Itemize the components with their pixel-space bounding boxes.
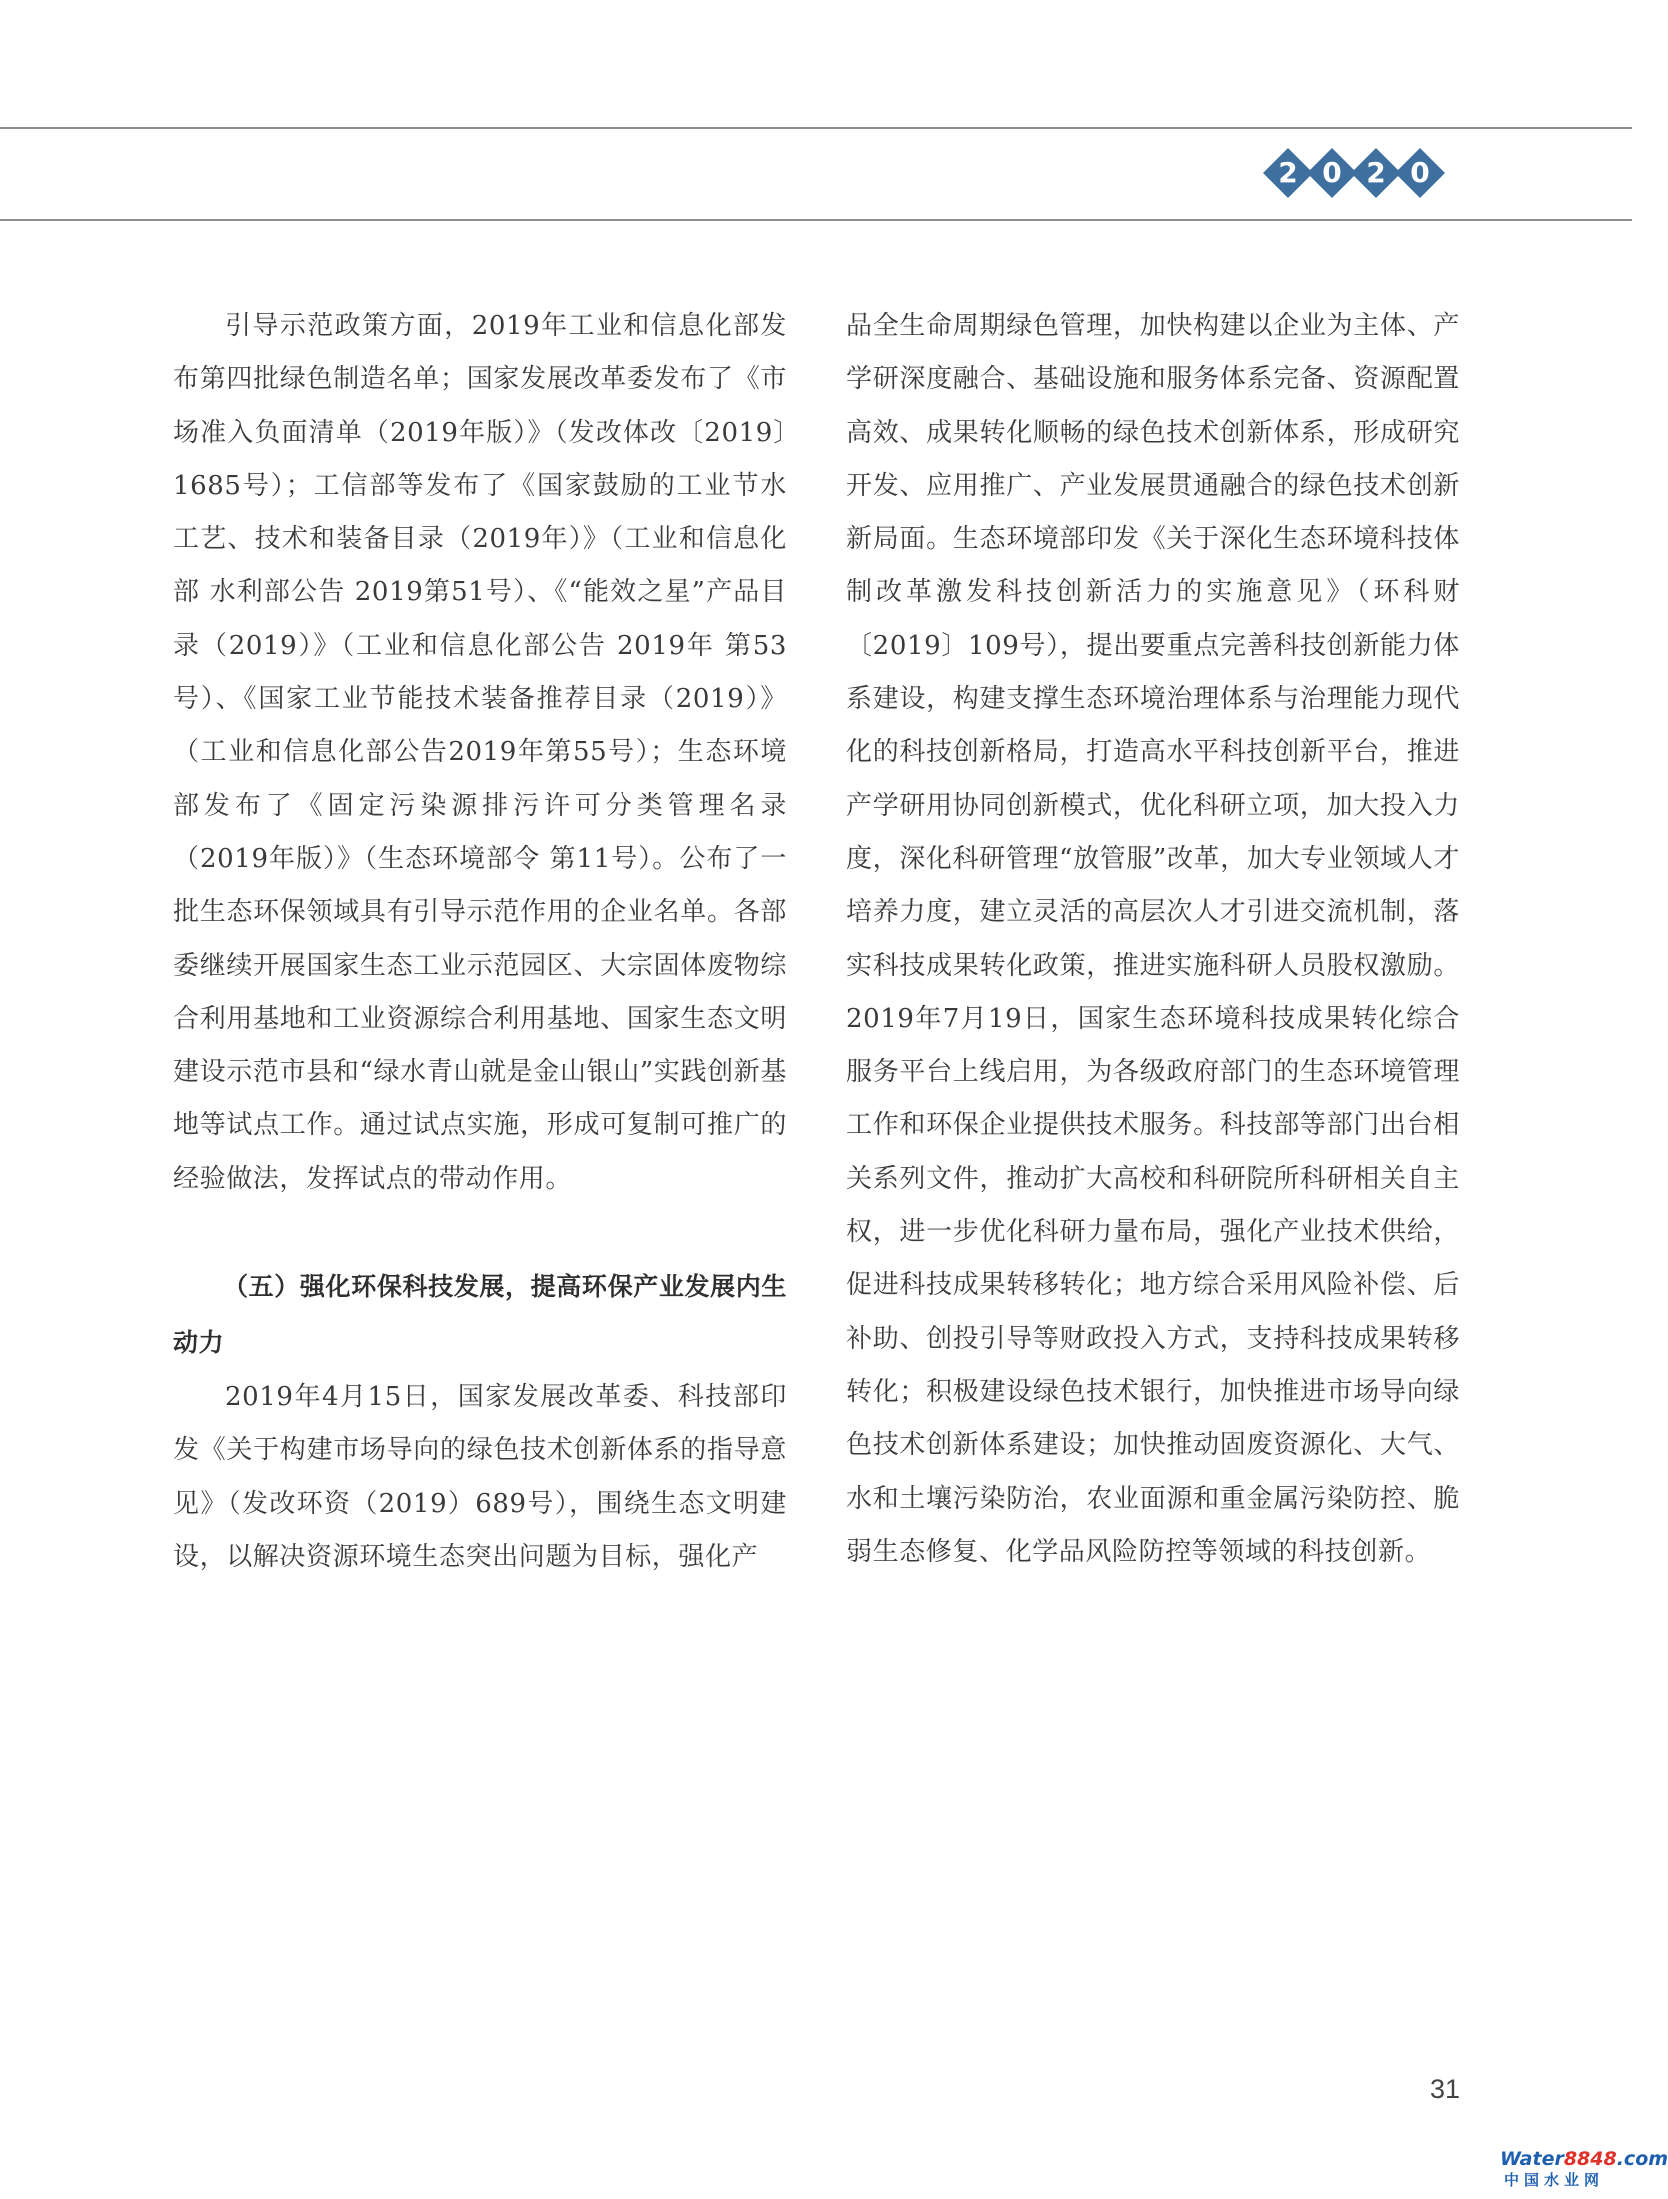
section-spacer (173, 1206, 787, 1259)
year-digit: 0 (1410, 156, 1430, 189)
year-digit: 2 (1278, 156, 1298, 189)
header-rule-top (0, 127, 1632, 129)
watermark-logo (1500, 2148, 1668, 2194)
watermark-logo-wordmark: Water8848.com (1500, 2148, 1668, 2170)
page-number: 31 (1429, 2074, 1460, 2104)
paragraph-green-tech-continued: 品全生命周期绿色管理，加快构建以企业为主体、产学研深度融合、基础设施和服务体系完备、资源配置高效、成果转化顺畅的绿色技术创新体系，形成研究开发、应用推广、产业发展贯通融合的绿色技术创新新局面。生态环境部印发《关于深化生态环境科技体制改革激发科技创新活力的实施意见》（环科财〔2019〕109号），提出要重点完善科技创新能力体系建设，构建支撑生态环境治理体系与治理能力现代化的科技创新格局，打造高水平科技创新平台，推进产学研用协同创新模式，优化科研立项，加大投入力度，深化科研管理“放管服”改革，加大专业领域人才培养力度，建立灵活的高层次人才引进交流机制，落实科技成果转化政策，推进实施科研人员股权激励。2019年7月19日，国家生态环境科技成果转化综合服务平台上线启用，为各级政府部门的生态环境管理工作和环保企业提供技术服务。科技部等部门出台相关系列文件，推动扩大高校和科研院所科研相关自主权，进一步优化科研力量布局，强化产业技术供给，促进科技成果转移转化；地方综合采用风险补偿、后补助、创投引导等财政投入方式，支持科技成果转移转化；积极建设绿色技术银行，加快推进市场导向绿色技术创新体系建设；加快推动固废资源化、大气、水和土壤污染防治，农业面源和重金属污染防控、脆弱生态修复、化学品风险防控等领域的科技创新。 (846, 311, 1460, 1567)
header-rule-bottom (0, 219, 1632, 221)
paragraph-guidance-policy: 引导示范政策方面，2019年工业和信息化部发布第四批绿色制造名单；国家发展改革委发布了《市场准入负面清单（2019年版）》（发改体改〔2019〕1685号）；工信部等发布了《国家鼓励的工业节水工艺、技术和装备目录（2019年）》（工业和信息化部 水利部公告 2019第51号）、《“能效之星”产品目录（2019）》（工业和信息化部公告 2019年 第53号）、《国家工业节能技术装备推荐目录（2019）》（工业和信息化部公告2019年第55号）；生态环境部发布了《固定污染源排污许可分类管理名录（2019年版）》（生态环境部令 第11号）。公布了一批生态环保领域具有引导示范作用的企业名单。各部委继续开展国家生态工业示范园区、大宗固体废物综合利用基地和工业资源综合利用基地、国家生态文明建设示范市县和“绿水青山就是金山银山”实践创新基地等试点工作。通过试点实施，形成可复制可推广的经验做法，发挥试点的带动作用。 (173, 311, 787, 1194)
watermark-logo-tagline: 中国水业网 (1504, 2171, 1605, 2189)
year-digit: 0 (1322, 156, 1342, 189)
year-digit-diamond (1394, 147, 1446, 199)
paragraph-green-tech-innovation: 2019年4月15日，国家发展改革委、科技部印发《关于构建市场导向的绿色技术创新体系的指导意见》（发改环资（2019）689号），围绕生态文明建设，以解决资源环境生态突出问题为目标，强化产 (173, 1382, 787, 1572)
left-column (173, 300, 787, 1584)
year-badge (1262, 142, 1462, 204)
right-column (846, 300, 1460, 1579)
section-heading: （五）强化环保科技发展，提高环保产业发展内生动力 (173, 1272, 787, 1358)
year-digit: 2 (1366, 156, 1386, 189)
